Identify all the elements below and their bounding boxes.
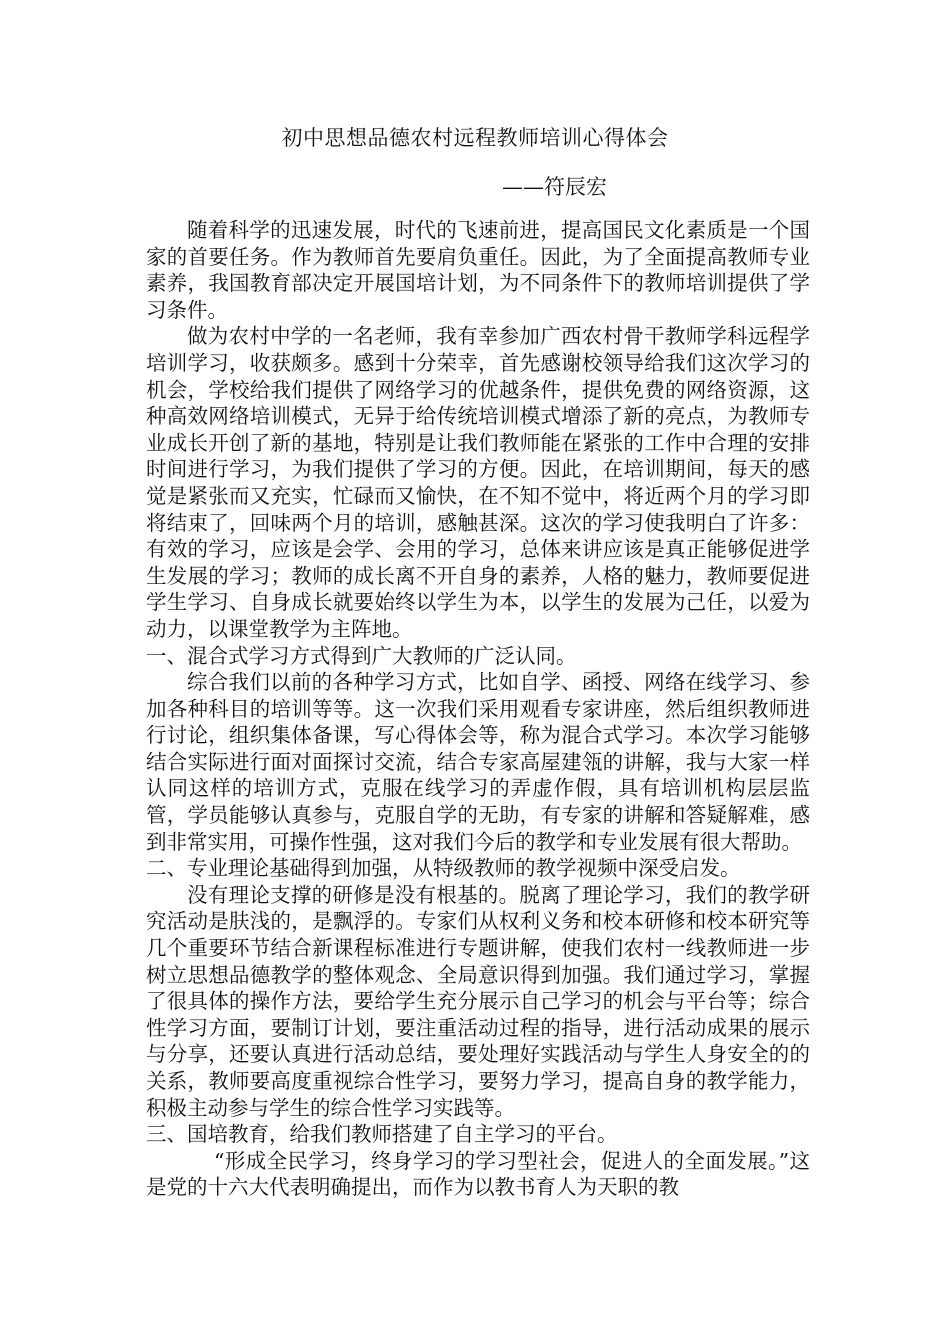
paragraph-intro: 随着科学的迅速发展，时代的飞速前进，提高国民文化素质是一个国家的首要任务。作为教师首先要肩负重任。因此，为了全面提高教师专业素养，我国教育部决定开展国培计划，为不同条件下的教师培训提供了学习条件。 (146, 218, 810, 322)
section-heading-2: 二、专业理论基础得到加强，从特级教师的教学视频中深受启发。 (146, 856, 741, 881)
paragraph-section-3: “形成全民学习，终身学习的学习型社会，促进人的全面发展。”这是党的十六大代表明确提出，而作为以教书育人为天职的教 (146, 1148, 810, 1200)
paragraph-section-1: 综合我们以前的各种学习方式，比如自学、函授、网络在线学习、参加各种科目的培训等等。这一次我们采用观看专家讲座，然后组织教师进行讨论，组织集体备课，写心得体会等，称为混合式学习。本次学习能够结合实际进行面对面探讨交流，结合专家高屋建瓴的讲解，我与大家一样认同这样的培训方式，克服在线学习的弄虚作假，具有培训机构层层监管，学员能够认真参与，克服自学的无助，有专家的讲解和答疑解难，感到非常实用，可操作性强，这对我们今后的教学和专业发展有很大帮助。 (146, 670, 810, 854)
document-body (146, 217, 810, 1201)
section-heading-3: 三、国培教育，给我们教师搭建了自主学习的平台。 (146, 1122, 618, 1147)
author-signature: ——符辰宏 (502, 175, 607, 199)
paragraph-experience: 做为农村中学的一名老师，我有幸参加广西农村骨干教师学科远程学培训学习，收获颇多。感到十分荣幸，首先感谢校领导给我们这次学习的机会，学校给我们提供了网络学习的优越条件，提供免费的网络资源，这种高效网络培训模式，无异于给传统培训模式增添了新的亮点，为教师专业成长开创了新的基地，特别是让我们教师能在紧张的工作中合理的安排时间进行学习，为我们提供了学习的方便。因此，在培训期间，每天的感觉是紧张而又充实，忙碌而又愉快，在不知不觉中，将近两个月的学习即将结束了，回味两个月的培训，感触甚深。这次的学习使我明白了许多：有效的学习，应该是会学、会用的学习，总体来讲应该是真正能够促进学生发展的学习；教师的成长离不开自身的素养，人格的魅力，教师要促进学生学习、自身成长就要始终以学生为本，以学生的发展为己任，以爱为动力，以课堂教学为主阵地。 (146, 324, 810, 641)
document-title: 初中思想品德农村远程教师培训心得体会 (281, 126, 669, 150)
section-heading-1: 一、混合式学习方式得到广大教师的广泛认同。 (146, 643, 577, 668)
paragraph-section-2: 没有理论支撑的研修是没有根基的。脱离了理论学习，我们的教学研究活动是肤浅的，是飘浮的。专家们从权利义务和校本研修和校本研究等几个重要环节结合新课程标准进行专题讲解，使我们农村一线教师进一步树立思想品德教学的整体观念、全局意识得到加强。我们通过学习，掌握了很具体的操作方法，要给学生充分展示自己学习的机会与平台等；综合性学习方面，要制订计划，要注重活动过程的指导，进行活动成果的展示与分享，还要认真进行活动总结，要处理好实践活动与学生人身安全的的关系，教师要高度重视综合性学习，要努力学习，提高自身的教学能力，积极主动参与学生的综合性学习实践等。 (146, 882, 810, 1120)
